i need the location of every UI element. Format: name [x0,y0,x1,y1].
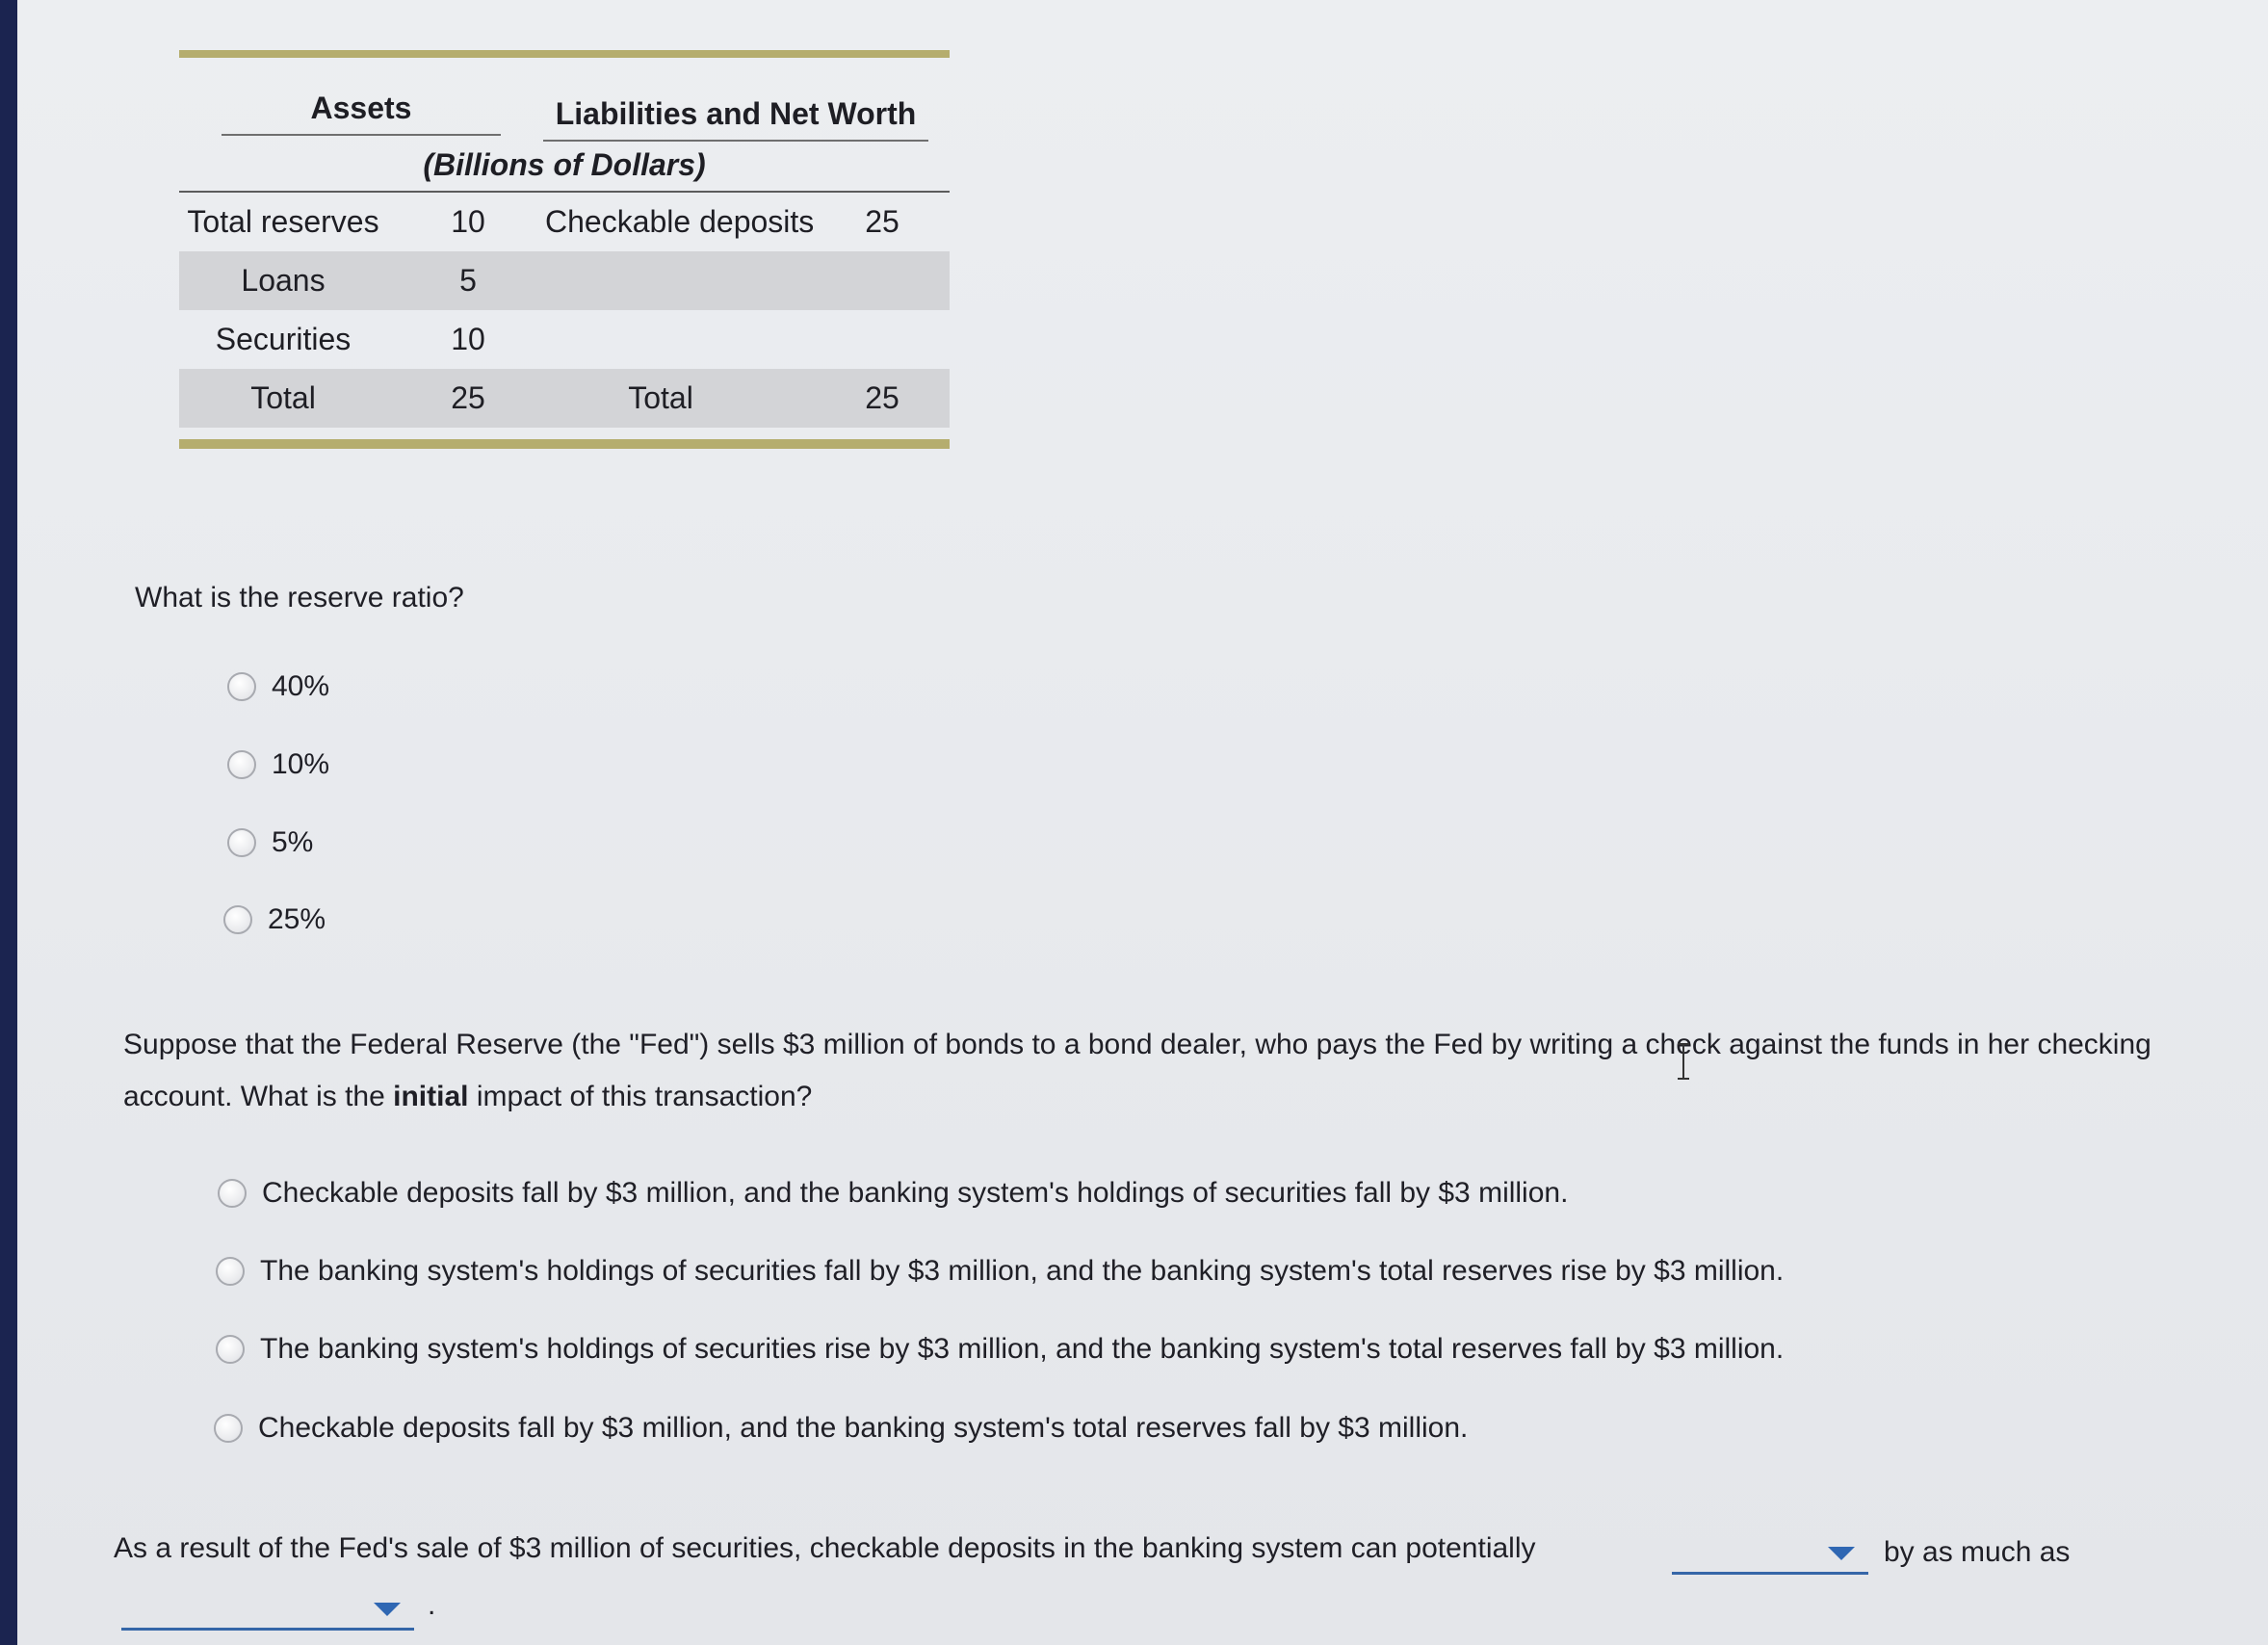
radio-button[interactable] [214,1414,243,1443]
direction-dropdown[interactable] [1672,1533,1868,1575]
radio-button[interactable] [216,1257,245,1286]
table-row [179,251,950,310]
table-row [179,310,950,369]
table-top-rule [179,50,950,58]
q1-option-1[interactable] [227,670,329,703]
question-2-emphasis: initial [393,1081,469,1112]
asset-value: 25 [451,380,485,415]
text-cursor-icon [1676,1042,1691,1081]
chevron-down-icon [374,1603,401,1616]
option-label: 40% [272,670,330,702]
table-row [179,193,950,251]
asset-label: Securities [215,322,352,356]
liability-value: 25 [865,204,899,239]
q2-option-4[interactable] [214,1412,1468,1445]
page [17,0,2268,1645]
liability-value: 25 [865,380,899,415]
asset-value: 10 [451,322,485,356]
question-2-text-part: Suppose that the Federal Reserve (the "Fed") sells $3 million of bonds to a bond dealer, who pays the Fed by writing a check against the funds in her checking account. What is the [123,1029,2151,1112]
radio-button[interactable] [218,1179,247,1208]
asset-label: Total reserves [187,204,379,239]
option-label: 10% [272,748,330,780]
radio-button[interactable] [216,1335,245,1364]
asset-value: 10 [451,204,485,239]
option-label: Checkable deposits fall by $3 million, and the banking system's total reserves fall by $3 million. [258,1412,1469,1444]
liability-label: Checkable deposits [545,204,815,239]
q1-option-4[interactable] [223,903,326,936]
chevron-down-icon [1828,1547,1855,1560]
liability-label: Total [628,380,693,415]
left-rail [0,0,17,1645]
radio-button[interactable] [227,828,256,857]
question-3-text-tail: by as much as [1884,1536,2071,1568]
radio-button[interactable] [227,750,256,779]
radio-button[interactable] [223,905,252,934]
table-header-row [179,58,950,141]
table-row-total [179,369,950,428]
option-label: 25% [268,903,326,935]
table-bottom-rule [179,439,950,449]
asset-value: 5 [459,263,477,298]
asset-label: Total [250,380,316,415]
option-label: The banking system's holdings of securities fall by $3 million, and the banking system's total reserves rise by $3 million. [260,1255,1785,1287]
question-1-text: What is the reserve ratio? [135,582,464,614]
balance-sheet-table [179,50,950,449]
q1-option-3[interactable] [227,826,313,859]
question-2-text [123,1019,2194,1123]
liabilities-header: Liabilities and Net Worth [543,96,928,142]
q2-option-2[interactable] [216,1255,1784,1288]
amount-dropdown[interactable] [121,1589,414,1631]
option-label: The banking system's holdings of securities rise by $3 million, and the banking system's total reserves fall by $3 million. [260,1333,1785,1365]
option-label: Checkable deposits fall by $3 million, and the banking system's holdings of securities fall by $3 million. [262,1177,1569,1209]
radio-button[interactable] [227,672,256,701]
asset-label: Loans [241,263,326,298]
assets-header: Assets [222,91,501,136]
q2-option-3[interactable] [216,1333,1784,1366]
sentence-period: . [428,1589,436,1621]
q2-option-1[interactable] [218,1177,1568,1210]
option-label: 5% [272,826,314,858]
q1-option-2[interactable] [227,748,329,781]
units-label: (Billions of Dollars) [179,141,950,193]
question-3-text: As a result of the Fed's sale of $3 million of securities, checkable deposits in the banking system can potentially [114,1532,1536,1564]
question-2-text-part: impact of this transaction? [468,1081,813,1112]
